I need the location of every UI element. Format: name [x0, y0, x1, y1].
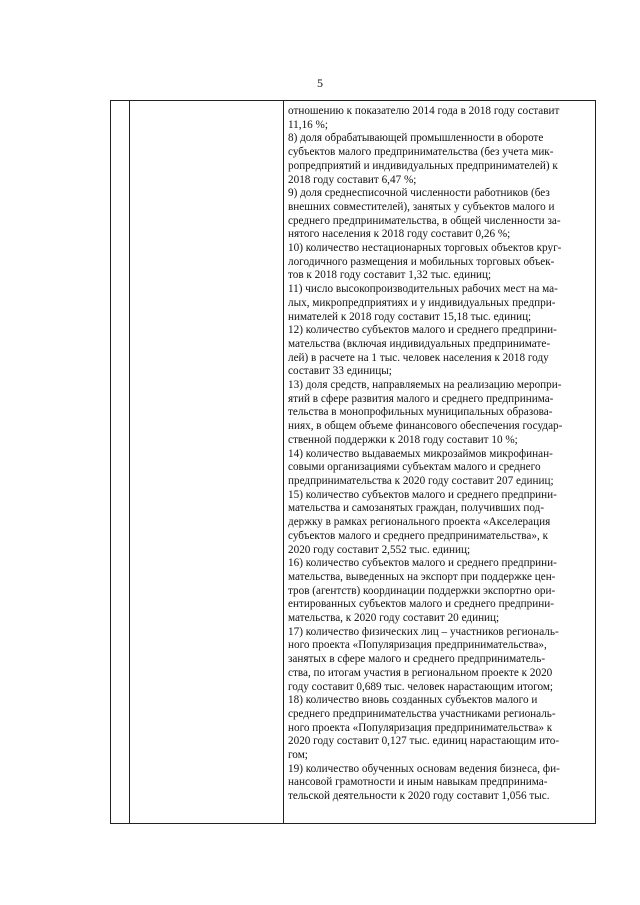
text-line: субъектов малого предпринимательства (без учета мик- [288, 146, 554, 159]
text-line: субъектов малого и среднего предпринимательства», к [288, 529, 549, 542]
text-line: 8) доля обрабатывающей промышленности в обороте [288, 132, 544, 145]
text-line: 9) доля среднесписочной численности работников (без [288, 187, 550, 200]
text-line: предпринимательства к 2020 году составит 207 единиц; [288, 474, 554, 487]
text-line: внешних совместителей), занятых у субъектов малого и [288, 200, 555, 213]
text-line: нансовой грамотности и иным навыкам предпринима- [288, 776, 548, 789]
text-line: 2018 году составит 6,47 %; [288, 173, 417, 186]
text-line: совыми организациями субъектам малого и среднего [288, 461, 541, 474]
page-number: 5 [317, 76, 323, 90]
text-line: ственной поддержки к 2018 году составит 10 %; [288, 433, 518, 446]
text-line: мательства (включая индивидуальных предпринимате- [288, 337, 551, 350]
text-line: среднего предпринимательства участниками региональ- [288, 707, 556, 720]
text-line: ятий в сфере развития малого и среднего предпринима- [288, 392, 554, 405]
text-line: ентированных субъектов малого и среднего предприни- [288, 598, 554, 611]
column-divider-2 [283, 101, 284, 823]
text-line: 18) количество вновь созданных субъектов малого и [288, 694, 538, 707]
text-line: 2020 году составит 2,552 тыс. единиц; [288, 543, 471, 556]
text-line: ропредприятий и индивидуальных предпринимателей) к [288, 159, 558, 172]
text-line: тов к 2018 году составит 1,32 тыс. единиц; [288, 269, 492, 282]
text-line: 19) количество обученных основам ведения бизнеса, фи- [288, 762, 560, 775]
indicators-text-cell [288, 105, 592, 804]
text-line: тельства в монопрофильных муниципальных образова- [288, 406, 553, 419]
text-line: среднего предпринимательства, в общей численности за- [288, 214, 561, 227]
text-line: тельской деятельности к 2020 году составит 1,056 тыс. [288, 790, 550, 803]
text-line: 14) количество выдаваемых микрозаймов микрофинан- [288, 447, 553, 460]
text-line: 15) количество субъектов малого и среднего предприни- [288, 488, 557, 501]
text-line: держку в рамках регионального проекта «Акселерация [288, 516, 551, 529]
text-line: нимателей к 2018 году составит 15,18 тыс. единиц; [288, 310, 532, 323]
text-line: лых, микропредприятиях и у индивидуальных предпри- [288, 296, 556, 309]
text-line: 11) число высокопроизводительных рабочих мест на ма- [288, 283, 558, 296]
text-line: отношению к показателю 2014 года в 2018 году составит [288, 105, 560, 117]
text-line: ного проекта «Популяризация предпринимательства» к [288, 721, 553, 734]
text-line: ниях, в общем объеме финансового обеспечения государ- [288, 420, 563, 433]
text-line: 17) количество физических лиц – участников региональ- [288, 625, 559, 638]
text-line: 11,16 %; [288, 118, 328, 131]
text-line: 2020 году составит 0,127 тыс. единиц нарастающим ито- [288, 735, 560, 748]
text-line: нятого населения к 2018 году составит 0,26 %; [288, 228, 511, 241]
text-line: ного проекта «Популяризация предпринимательства», [288, 639, 547, 652]
text-line: мательства и самозанятых граждан, получивших под- [288, 502, 545, 515]
text-line: гом; [288, 749, 308, 762]
text-line: 16) количество субъектов малого и среднего предприни- [288, 557, 557, 570]
text-line: 12) количество субъектов малого и среднего предприни- [288, 324, 557, 337]
text-line: составит 33 единицы; [288, 365, 392, 378]
text-line: году составит 0,689 тыс. человек нарастающим итогом; [288, 680, 554, 693]
text-line: занятых в сфере малого и среднего предприниматель- [288, 653, 546, 666]
text-line: логодичного размещения и мобильных торговых объек- [288, 255, 555, 268]
text-line: тров (агентств) координации поддержки экспортно ори- [288, 584, 556, 597]
column-divider-1 [129, 101, 130, 823]
text-line: 13) доля средств, направляемых на реализацию меропри- [288, 379, 562, 392]
text-line: лей) в расчете на 1 тыс. человек населения к 2018 году [288, 351, 549, 364]
text-line: ства, по итогам участия в региональном проекте к 2020 [288, 666, 553, 679]
document-table [110, 100, 596, 824]
text-line: мательства, к 2020 году составит 20 единиц; [288, 612, 500, 625]
text-line: 10) количество нестационарных торговых объектов круг- [288, 242, 562, 255]
text-line: мательства, выведенных на экспорт при поддержке цен- [288, 570, 556, 583]
